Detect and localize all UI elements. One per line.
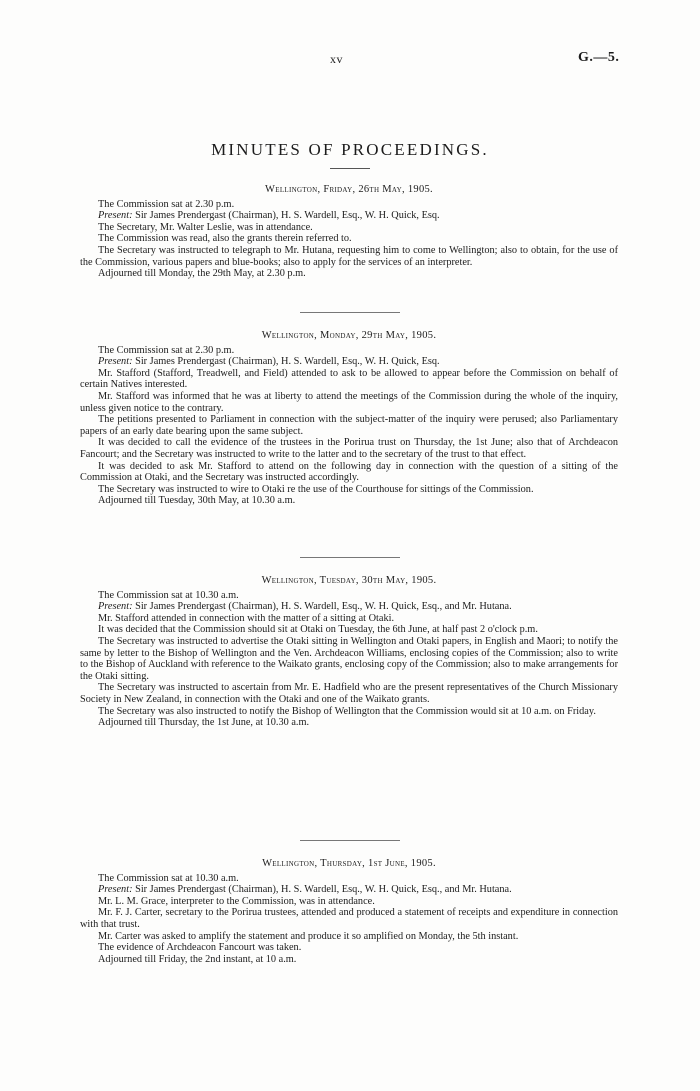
minutes-section (80, 330, 618, 507)
document-reference: G.—5. (578, 50, 620, 65)
minute-paragraph: Present: Sir James Prendergast (Chairman), H. S. Wardell, Esq., W. H. Quick, Esq. (98, 210, 440, 222)
minute-paragraph: The evidence of Archdeacon Fancourt was taken. (98, 942, 302, 954)
minute-paragraph: It was decided that the Commission should sit at Otaki on Tuesday, the 6th June, at half past 2 o'clock p.m. (98, 624, 538, 636)
minute-paragraph: Mr. Stafford (Stafford, Treadwell, and Field) attended to ask to be allowed to appear before the Commission on behalf of certain Natives interested. (80, 367, 618, 391)
title-rule (330, 168, 370, 169)
minute-paragraph: The petitions presented to Parliament in connection with the subject-matter of the inquiry were perused; also Parliamentary papers of an early date bearing upon the same subject. (80, 414, 618, 437)
minute-paragraph: Mr. L. M. Grace, interpreter to the Commission, was in attendance. (98, 895, 375, 907)
minute-paragraph: Mr. Carter was asked to amplify the statement and produce it so amplified on Monday, the 5th instant. (98, 930, 519, 942)
minute-paragraph: The Commission sat at 10.30 a.m. (98, 589, 239, 601)
section-dateline: Wellington, Tuesday, 30th May, 1905. (261, 575, 437, 586)
minute-paragraph: Mr. Stafford attended in connection with the matter of a sitting at Otaki. (98, 612, 395, 624)
minute-paragraph: It was decided to call the evidence of the trustees in the Porirua trust on Thursday, the 1st June; also that of Archdeacon Fancourt; and the Secretary was instructed to write to the latter and to the secretary of the trust to that effect. (80, 437, 618, 460)
minute-paragraph: Mr. Stafford was informed that he was at liberty to attend the meetings of the Commission during the whole of the inquiry, unless given notice to the contrary. (80, 390, 618, 414)
minute-paragraph: The Commission sat at 2.30 p.m. (98, 344, 235, 356)
minutes-section (80, 184, 618, 280)
minute-paragraph: Adjourned till Monday, the 29th May, at 2.30 p.m. (98, 268, 306, 280)
minutes-section (80, 575, 618, 729)
minute-paragraph: The Secretary was instructed to ascertain from Mr. E. Hadfield who are the present representatives of the Church Missionary Society in New Zealand, in connection with the Otaki and one of the Waikato grants. (80, 682, 618, 705)
minute-paragraph: The Commission sat at 10.30 a.m. (98, 872, 239, 884)
minute-paragraph: Adjourned till Friday, the 2nd instant, at 10 a.m. (98, 953, 297, 965)
section-dateline: Wellington, Thursday, 1st June, 1905. (262, 858, 436, 869)
minute-paragraph: The Commission was read, also the grants therein referred to. (98, 233, 352, 245)
minute-paragraph: The Commission sat at 2.30 p.m. (98, 198, 235, 210)
minute-paragraph: The Secretary was instructed to wire to Otaki re the use of the Courthouse for sittings of the Commission. (98, 483, 534, 495)
page-title: MINUTES OF PROCEEDINGS. (211, 140, 489, 159)
minute-paragraph: Adjourned till Thursday, the 1st June, at 10.30 a.m. (98, 717, 310, 729)
minutes-section (80, 858, 618, 965)
section-dateline: Wellington, Friday, 26th May, 1905. (265, 184, 433, 195)
page-number: xv (330, 52, 343, 66)
minute-paragraph: Present: Sir James Prendergast (Chairman), H. S. Wardell, Esq., W. H. Quick, Esq., and Mr. Hutana. (98, 601, 512, 613)
minute-paragraph: Adjourned till Tuesday, 30th May, at 10.30 a.m. (98, 495, 296, 507)
minute-paragraph: Present: Sir James Prendergast (Chairman), H. S. Wardell, Esq., W. H. Quick, Esq., and Mr. Hutana. (98, 884, 512, 896)
minute-paragraph: The Secretary was also instructed to notify the Bishop of Wellington that the Commission would sit at 10 a.m. on Friday. (98, 705, 596, 717)
minute-paragraph: Mr. F. J. Carter, secretary to the Porirua trustees, attended and produced a statement of receipts and expenditure in connection with that trust. (80, 907, 618, 930)
section-separator (300, 312, 400, 313)
minute-paragraph: Present: Sir James Prendergast (Chairman), H. S. Wardell, Esq., W. H. Quick, Esq. (98, 356, 440, 368)
section-separator (300, 557, 400, 558)
minute-paragraph: The Secretary was instructed to telegraph to Mr. Hutana, requesting him to come to Wellington; also to obtain, for the use of the Commission, various papers and blue-books; also to apply for the services of an interpreter. (80, 244, 618, 268)
minute-paragraph: The Secretary was instructed to advertise the Otaki sitting in Wellington and Otaki papers, in English and Maori; to notify the same by letter to the Bishop of Wellington and the Ven. Archdeacon Williams, enclosing copies of the Commission; also to write to the Bishop of Auckland with reference to the Waikato grants, enclosing copy of the Commission; also to make arrangements for the Otaki sitting. (80, 635, 619, 682)
minute-paragraph: It was decided to ask Mr. Stafford to attend on the following day in connection with the question of a sitting of the Commission at Otaki, and the Secretary was instructed accordingly. (80, 460, 618, 484)
minute-paragraph: The Secretary, Mr. Walter Leslie, was in attendance. (98, 221, 313, 233)
section-dateline: Wellington, Monday, 29th May, 1905. (261, 330, 437, 341)
section-separator (300, 840, 400, 841)
